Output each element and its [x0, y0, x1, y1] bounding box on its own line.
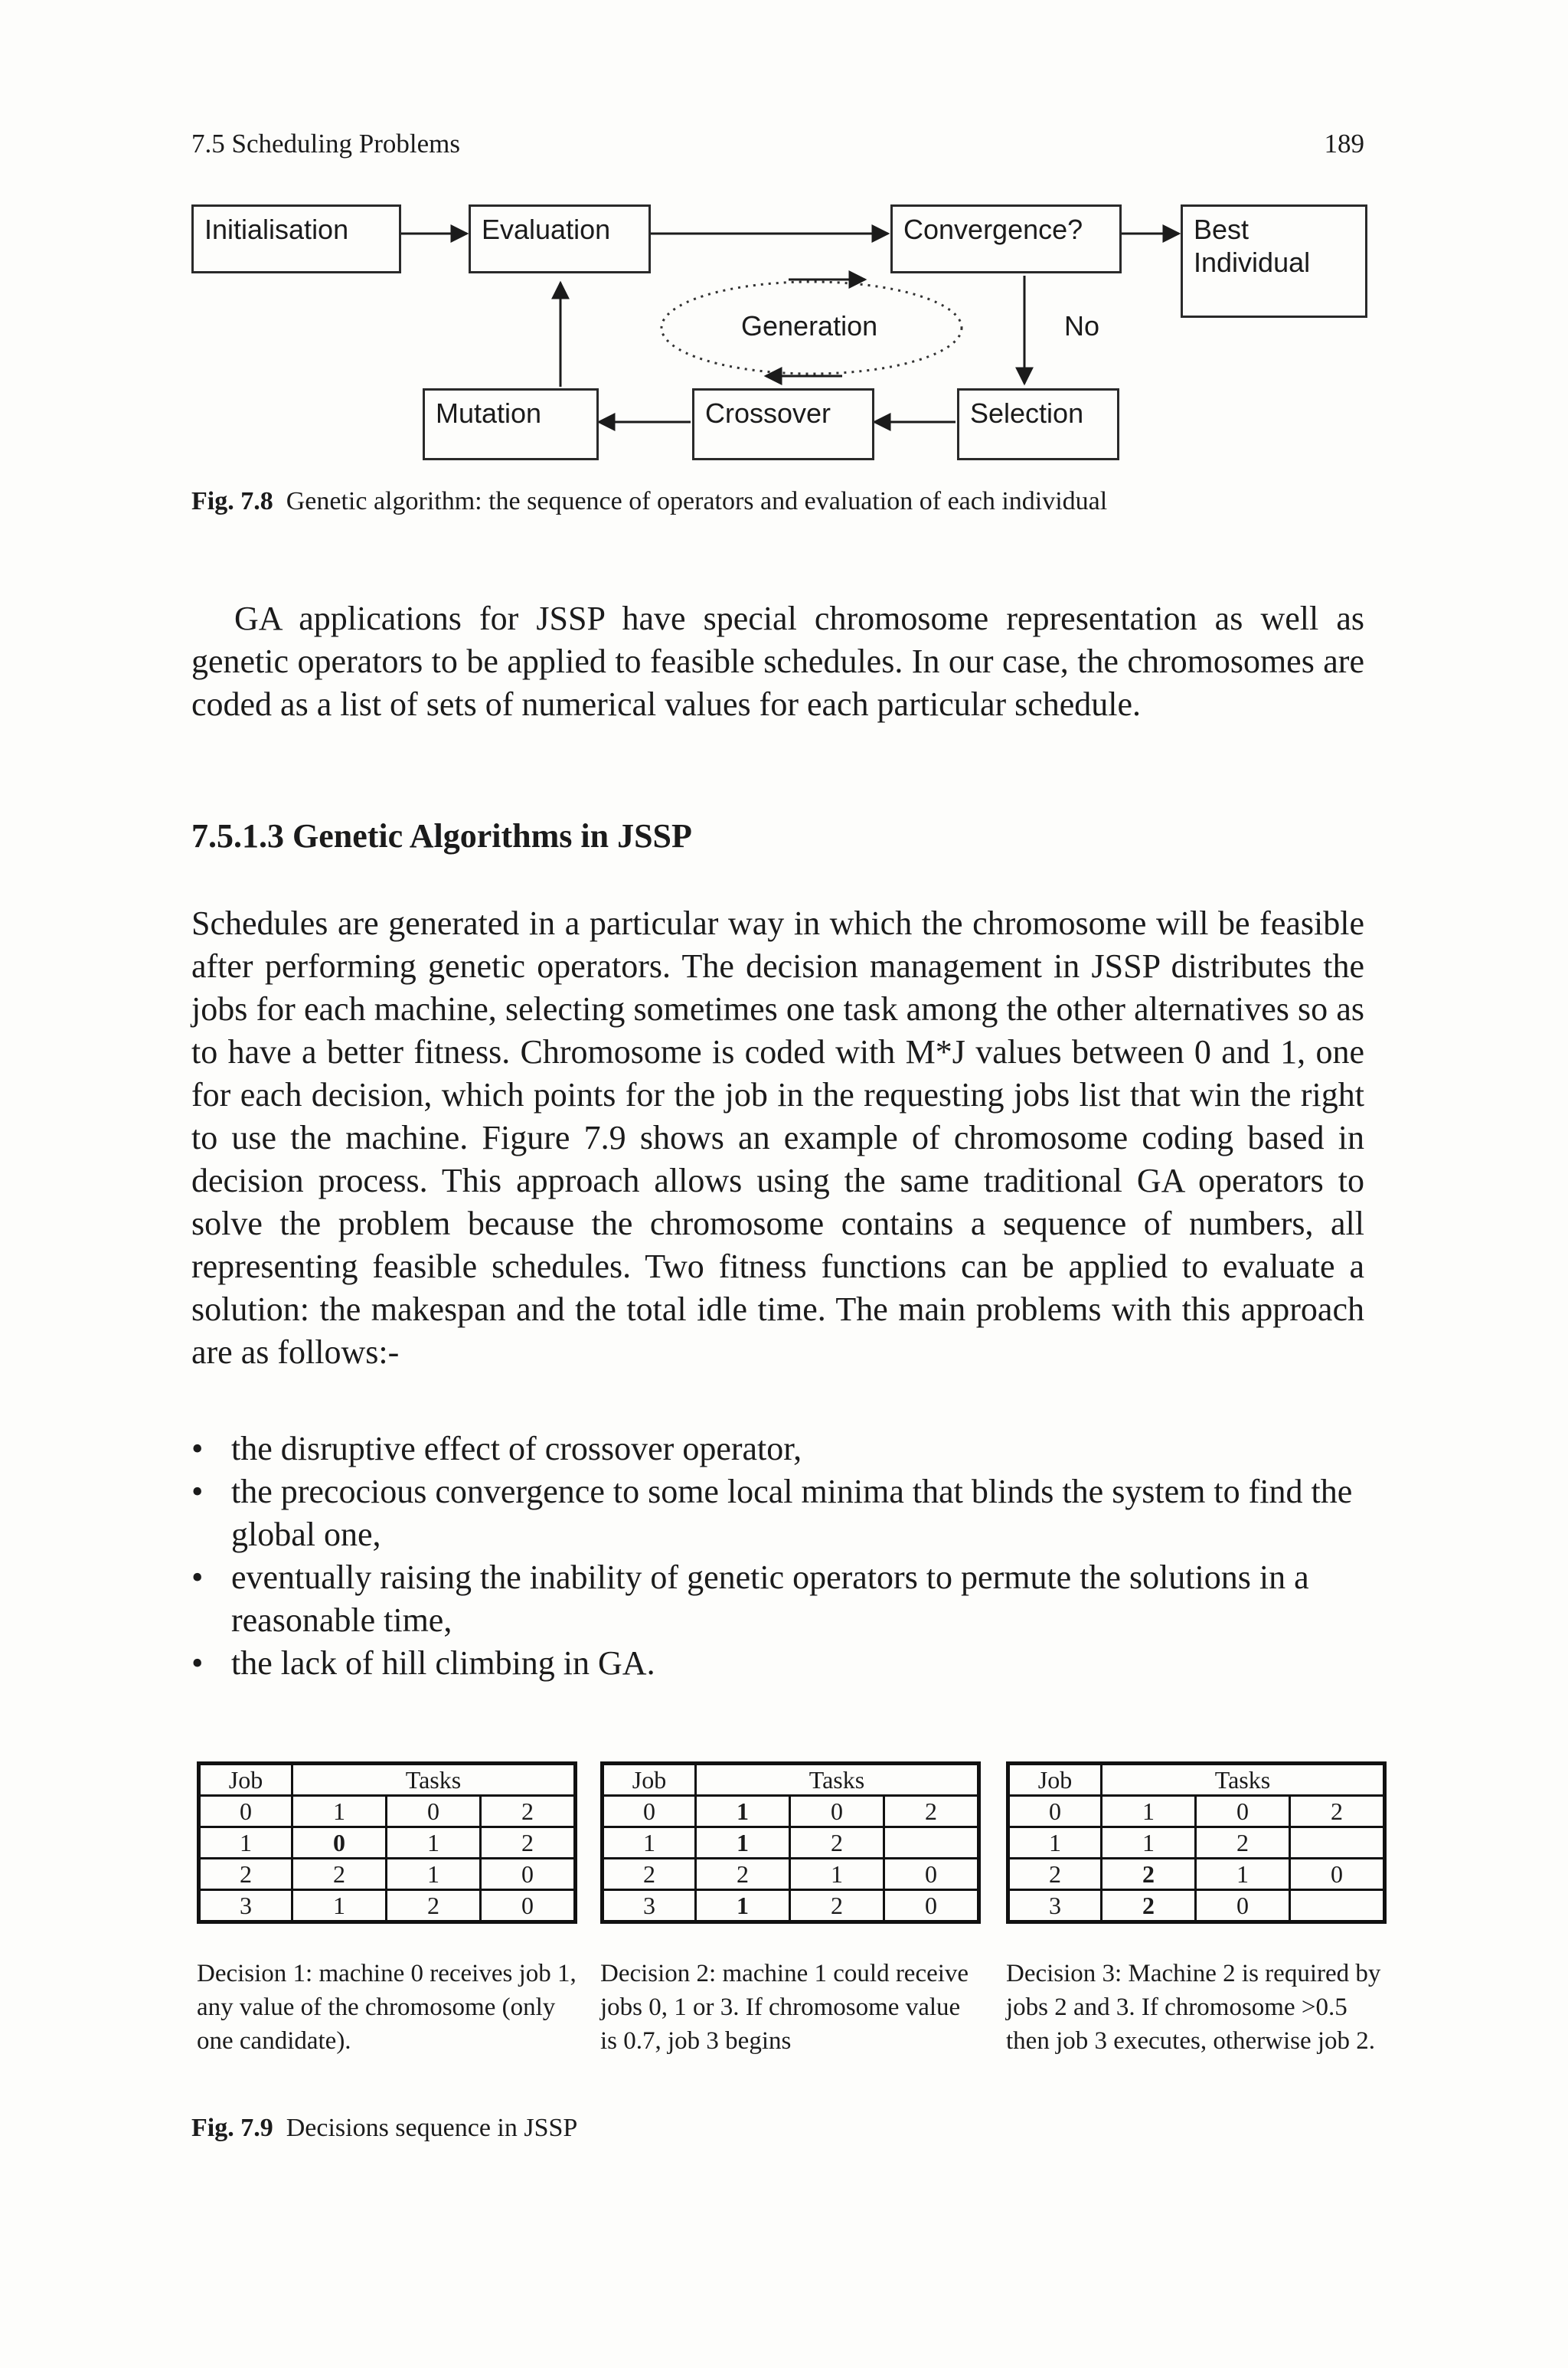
node-initialisation: Initialisation	[191, 204, 401, 273]
label-no: No	[1064, 310, 1100, 342]
figure-7-8-flowchart	[184, 195, 1386, 471]
figure-7-8-caption-text: Genetic algorithm: the sequence of operators and evaluation of each individual	[286, 487, 1108, 515]
table-row	[1008, 1827, 1385, 1859]
job-cell: 2	[199, 1859, 292, 1890]
task-cell: 0	[1196, 1890, 1290, 1922]
job-cell: 0	[199, 1796, 292, 1827]
running-head-section: 7.5 Scheduling Problems	[191, 129, 460, 159]
node-crossover: Crossover	[692, 388, 874, 460]
task-cell: 1	[696, 1796, 790, 1827]
table-row	[199, 1859, 576, 1890]
task-cell: 0	[790, 1796, 884, 1827]
list-item: • the lack of hill climbing in GA.	[191, 1644, 655, 1682]
table-row	[1008, 1890, 1385, 1922]
decision-table-2	[600, 1761, 981, 1924]
task-cell: 1	[1102, 1827, 1196, 1859]
task-cell: 0	[1196, 1796, 1290, 1827]
table-row	[603, 1796, 979, 1827]
task-cell: 2	[292, 1859, 387, 1890]
table-header-tasks: Tasks	[292, 1764, 576, 1796]
paragraph-2: Schedules are generated in a particular way in which the chromosome will be feasible after performing genetic operators. The decision management in JSSP distributes the jobs for each machine, selecting sometimes one task among the other alternatives so as to have a better fitness. Chromosome is coded with M*J values between 0 and 1, one for each decision, which points for the job in the requesting jobs list that win the right to use the machine. Figure 7.9 shows an example of chromosome coding based in decision process. This approach allows using the same traditional GA operators to solve the problem because the chromosome contains a sequence of numbers, all representing feasible schedules. Two fitness functions can be applied to evaluate a solution: the makespan and the total idle time. The main problems with this approach are as follows:-	[191, 904, 1364, 1371]
decision-table-1	[197, 1761, 577, 1924]
node-convergence: Convergence?	[890, 204, 1122, 273]
figure-7-9-caption-label: Fig. 7.9	[191, 2114, 273, 2142]
table-row	[603, 1890, 979, 1922]
task-cell: 1	[292, 1796, 387, 1827]
job-cell: 1	[603, 1827, 696, 1859]
job-cell: 2	[1008, 1859, 1102, 1890]
job-cell: 3	[1008, 1890, 1102, 1922]
task-cell: 2	[387, 1890, 481, 1922]
job-cell: 3	[603, 1890, 696, 1922]
node-mutation: Mutation	[423, 388, 599, 460]
list-item: • the disruptive effect of crossover operator,	[191, 1430, 802, 1467]
table-header-tasks: Tasks	[1102, 1764, 1385, 1796]
figure-7-9-caption-text: Decisions sequence in JSSP	[286, 2114, 578, 2142]
task-cell: 2	[884, 1796, 979, 1827]
task-cell: 0	[292, 1827, 387, 1859]
task-cell: 2	[790, 1827, 884, 1859]
task-cell: 1	[387, 1859, 481, 1890]
task-cell	[884, 1827, 979, 1859]
task-cell	[1290, 1890, 1385, 1922]
task-cell: 2	[696, 1859, 790, 1890]
table-row	[603, 1859, 979, 1890]
task-cell: 1	[790, 1859, 884, 1890]
table-row	[199, 1890, 576, 1922]
figure-7-8-caption-label: Fig. 7.8	[191, 487, 273, 515]
task-cell: 2	[1102, 1859, 1196, 1890]
job-cell: 0	[603, 1796, 696, 1827]
list-item: • the precocious convergence to some local minima that blinds the system to find the global one,	[191, 1473, 1353, 1553]
section-heading: 7.5.1.3 Genetic Algorithms in JSSP	[191, 817, 692, 855]
task-cell: 0	[481, 1859, 576, 1890]
list-item: • eventually raising the inability of genetic operators to permute the solutions in a reasonable time,	[191, 1558, 1309, 1639]
table-row	[603, 1827, 979, 1859]
table-row	[199, 1827, 576, 1859]
node-best-individual: Best Individual	[1181, 204, 1367, 318]
table-row	[199, 1796, 576, 1827]
task-cell: 1	[387, 1827, 481, 1859]
task-cell: 2	[790, 1890, 884, 1922]
running-head	[191, 129, 1364, 165]
task-cell: 0	[387, 1796, 481, 1827]
task-cell: 1	[1102, 1796, 1196, 1827]
task-cell: 1	[696, 1890, 790, 1922]
paragraph-1	[191, 597, 1364, 726]
table-header-job: Job	[1008, 1764, 1102, 1796]
task-cell: 2	[481, 1796, 576, 1827]
task-cell: 2	[1196, 1827, 1290, 1859]
table-header-tasks: Tasks	[696, 1764, 979, 1796]
task-cell: 1	[292, 1890, 387, 1922]
problems-list	[191, 1428, 1364, 1685]
decision-note-2: Decision 2: machine 1 could receive jobs 0, 1 or 3. If chromosome value is 0.7, job 3 begins	[600, 1960, 969, 2055]
node-selection: Selection	[957, 388, 1119, 460]
job-cell: 1	[1008, 1827, 1102, 1859]
table-header-job: Job	[603, 1764, 696, 1796]
task-cell	[1290, 1827, 1385, 1859]
figure-7-9-caption	[191, 2114, 577, 2143]
table-row	[1008, 1796, 1385, 1827]
table-header-job: Job	[199, 1764, 292, 1796]
task-cell: 0	[884, 1859, 979, 1890]
page-number: 189	[1324, 129, 1364, 159]
decision-note-1: Decision 1: machine 0 receives job 1, any value of the chromosome (only one candidate).	[197, 1960, 577, 2055]
task-cell: 2	[1102, 1890, 1196, 1922]
task-cell: 0	[481, 1890, 576, 1922]
task-cell: 1	[1196, 1859, 1290, 1890]
task-cell: 2	[1290, 1796, 1385, 1827]
figure-7-8-caption	[191, 487, 1107, 516]
job-cell: 1	[199, 1827, 292, 1859]
job-cell: 0	[1008, 1796, 1102, 1827]
job-cell: 3	[199, 1890, 292, 1922]
node-evaluation: Evaluation	[469, 204, 651, 273]
decision-note-3: Decision 3: Machine 2 is required by jobs 2 and 3. If chromosome >0.5 then job 3 executes, otherwise job 2.	[1006, 1960, 1381, 2055]
job-cell: 2	[603, 1859, 696, 1890]
task-cell: 0	[1290, 1859, 1385, 1890]
table-row	[1008, 1859, 1385, 1890]
decision-table-3	[1006, 1761, 1387, 1924]
paragraph-1-text: GA applications for JSSP have special chromosome representation as well as genetic operators to be applied to feasible schedules. In our case, the chromosomes are coded as a list of sets of numerical values for each particular schedule.	[191, 600, 1364, 723]
task-cell: 0	[884, 1890, 979, 1922]
task-cell: 2	[481, 1827, 576, 1859]
task-cell: 1	[696, 1827, 790, 1859]
label-generation: Generation	[741, 310, 878, 342]
